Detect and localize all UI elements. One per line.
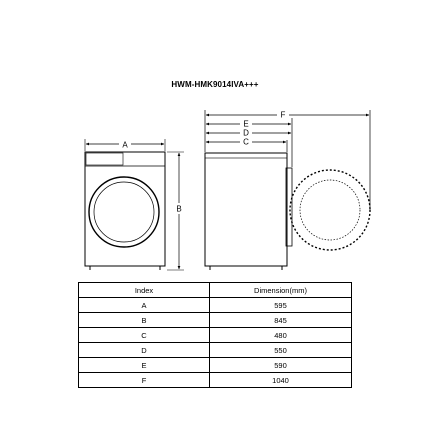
label-e: E bbox=[243, 119, 249, 129]
row-index: C bbox=[79, 328, 210, 343]
row-index: A bbox=[79, 298, 210, 313]
front-door-inner bbox=[94, 182, 154, 242]
front-cabinet bbox=[85, 152, 165, 266]
detergent-drawer bbox=[86, 153, 123, 165]
label-f: F bbox=[280, 110, 286, 120]
row-value: 845 bbox=[210, 313, 352, 328]
front-door-outer bbox=[89, 177, 159, 247]
table-row bbox=[79, 343, 352, 358]
front-view bbox=[85, 139, 184, 270]
label-b: B bbox=[176, 204, 182, 214]
row-index: E bbox=[79, 358, 210, 373]
row-value: 595 bbox=[210, 298, 352, 313]
table-row bbox=[79, 298, 352, 313]
table-row bbox=[79, 313, 352, 328]
open-door-inner-outline bbox=[300, 180, 360, 240]
row-index: F bbox=[79, 373, 210, 388]
label-a: A bbox=[122, 140, 128, 150]
side-view bbox=[205, 110, 370, 270]
dimension-table bbox=[78, 282, 352, 388]
header-dimension: Dimension(mm) bbox=[210, 283, 352, 298]
label-c: C bbox=[243, 137, 249, 147]
row-value: 590 bbox=[210, 358, 352, 373]
row-value: 1040 bbox=[210, 373, 352, 388]
table-row bbox=[79, 328, 352, 343]
row-index: D bbox=[79, 343, 210, 358]
table-row bbox=[79, 358, 352, 373]
row-index: B bbox=[79, 313, 210, 328]
open-door-outline bbox=[290, 170, 370, 250]
side-cabinet bbox=[205, 153, 287, 266]
label-d: D bbox=[243, 128, 249, 138]
model-title: HWM-HMK9014IVA+++ bbox=[171, 80, 259, 89]
row-value: 550 bbox=[210, 343, 352, 358]
table-row bbox=[79, 373, 352, 388]
row-value: 480 bbox=[210, 328, 352, 343]
header-index: Index bbox=[79, 283, 210, 298]
side-top-panel bbox=[205, 153, 287, 158]
table-header-row bbox=[79, 283, 352, 298]
